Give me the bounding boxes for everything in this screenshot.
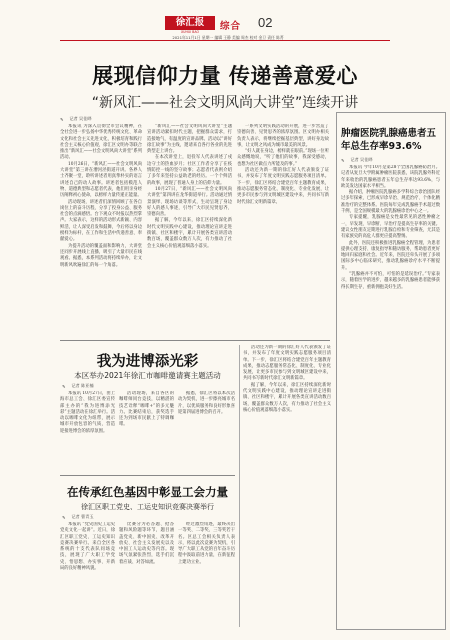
sidebar-title: 肿瘤医院乳腺癌患者五年总生存率93.6% (341, 128, 437, 152)
page-number: 02 (258, 15, 273, 30)
article2-col-2: 活动现场，来自各区的咖啡师同台竞技，以精湛的技艺诠释“咖啡+”的多元魅力。比赛结束后，获奖选手还为到场市民献上了特调咖啡。 (119, 391, 174, 428)
lead-byline: ✎ 记者 吴佳晔 (60, 116, 92, 122)
article2-col-3: 据悉，徐汇区将以本次活动为契机，进一步擦亮城市名片，以优质服务和良好形象喜迎第四届进博会的召开。 (178, 391, 235, 415)
article2-col-1: 本报讯 10月27日，由上海市总工会、徐汇区委宣传部主办的“我为进博添光彩”主题活动在徐汇举行。活动以咖啡文化为纽带，展示城市开放包容的气质，营造迎接进博会的浓厚氛围。 (60, 391, 115, 434)
column-divider (239, 345, 240, 627)
lead-article-col-3: 一系列文明实践活动的开展，进一步营造了崇德向善、见贤思齐的浓厚氛围。区文明办相关负责人表示，将继续挖掘基层典型，讲好身边故事，让文明之风成为城市最美的风景。 “好人就在身边，榜样就在眼前。”现场一位听众感慨地说，“听了他们的故事，我深受感动，也想为社区做点力所能及的事。” 活动还为新一期的徐汇好人代表颁发了证书，并发布了年度文明实践志愿服务项目清单。下一步，徐汇区将结合建党百年主题教育成果，推动志愿服务常态化、制度化、专业化发展，让更多市民参与到文明城区建设中来，共同书写新时代徐汇文明新篇章。 (237, 124, 329, 205)
article3-col-2: 比赛分为必答题、抢答题和风险题等环节，题目涵盖党史、新中国史、改革开放史、社会主义发展史以及中国工人运动史等内容。现场气氛紧张热烈，选手们沉着应战、对答如流。 (119, 522, 174, 565)
lead-subhead: “新风汇——社会文明风尚大讲堂”连续开讲 (91, 95, 359, 111)
article3-col-1: 本报讯 “党史国史工运史 党史文化一起讲”。近日，徐汇区职工党史、工运史知识竞赛决赛举行。来自全区各系统的十支代表队同场竞技，展现了广大职工学党史、悟思想、办实事、开新局的良好精神风貌。 (60, 522, 115, 572)
section-name: 综合 (220, 21, 242, 32)
newspaper-logo: 徐汇报 (165, 16, 215, 30)
article3-byline: ✎ 记者 曹青玉 (62, 514, 94, 520)
masthead-rule (60, 40, 390, 41)
pen-icon: ✎ (60, 117, 64, 122)
logo-pinyin: XUHUI BAO (180, 30, 200, 34)
lead-article-col-2: “新风汇——社会文明风尚大讲堂”主题宣讲活动紧扣时代主题，把握群众需求，打造接地气、有温度的宣讲品牌。活动以“讲好徐汇故事”为主线，邀请来自各行各业的先进典型走上讲台。 在本次讲堂上，退役军人代表讲述了戍边守土的热血岁月；社区工作者分享了在疫情防控一线的坚守故事；志愿者代表则介绍了多年来坚持公益助老的经历。一个个鲜活的故事，展现了普通人身上的信仰力量。 10月27日，“新风汇——社会文明风尚大讲堂”第四讲在龙华街道举行。活动通过情景演绎、现场访谈等形式，生动呈现了身边好人的感人事迹，引导广大市民见贤思齐、崇德向善。 据了解，今年以来，徐汇区持续深化新时代文明实践中心建设，推动理论宣讲走进街镇、社区和楼宇，累计开展各类宣讲活动数百场，覆盖群众数万人次，有力推动了社会主义核心价值观落细落小落实。 (147, 124, 232, 249)
pen-icon: ✎ (341, 158, 345, 163)
section-divider (60, 340, 330, 341)
article3-subhead: 徐汇区职工党史、工运史知识竞赛决赛举行 (81, 503, 214, 511)
article2-byline: ✎ 记者 陈亚楠 (62, 383, 94, 389)
issue-meta: 2021年11月1日 星期一 编辑 王静 美编 周杰 校对 金卫 责任 陈菁 (172, 35, 284, 40)
article3-col-3: 经过激烈角逐，最终决出一等奖、二等奖、三等奖若干名。区总工会相关负责人表示，将以此次竞赛为契机，引导广大职工从党的百年奋斗历程中汲取前进力量，在新征程上建功立业。 (178, 522, 235, 565)
lead-article-col-1: 本报讯 为深入贯彻全市会议精神，在全社会进一步弘扬中华优秀传统文化、革命文化和社会主义先进文化，积极培育和践行社会主义核心价值观，徐汇区文明办等联合推出“新风汇——社会文明风尚大讲堂”系列活动。 10月26日，“新风汇——社会文明风尚大讲堂”第三讲在漕河泾街道开讲。各界人士齐聚一堂，聆听讲述者用真挚朴实的语言讲述自己的动人故事。讲述者包括模范人物、道德典型和志愿者代表，他们用亲身经历阐释初心使命，以榜样力量传递正能量。 活动现场，讲述者们深情回顾了在各自岗位上的奋斗历程，分享了投身公益、服务社会的点滴感悟。台下观众不时报以热烈掌声。大家表示，这样的活动形式新颖、内容鲜活，让人深受启发和鼓舞，今后将以身边榜样为标杆，在工作和生活中传递善意、奉献爱心。 为提升活动的覆盖面和影响力，大讲堂还同步开展线上直播，吸引了大量市民在线观看。据悉，本系列活动将持续举办，让文明新风吹遍徐汇的每一个角落。 (60, 124, 142, 268)
pen-icon: ✎ (62, 515, 66, 520)
article-divider (60, 475, 235, 476)
sidebar-body: 本报讯 今年10月是第28个全国乳腺癌防治月。记者从复旦大学附属肿瘤医院获悉，该院乳腺外科近年来收治的乳腺癌患者五年总生存率达93.6%，与欧美发达国家水平相当。 据介绍，肿瘤医院乳腺癌多学科综合诊治团队经过多年探索，已形成早诊早治、规范治疗、个体化精准治疗的完整体系。医院每年完成乳腺癌手术超过数千例，是全国规模最大的乳腺癌诊治中心之一。 专家提醒，乳腺癌是女性最常见的恶性肿瘤之一，早发现、早诊断、早治疗是提高生存率的关键。建议女性朋友定期进行乳腺自检和专业筛查，尤其是有家族史的高危人群更应提高警惕。 此外，医院还积极推进乳腺癌全程管理，为患者提供心理支持、康复指导和随访服务，帮助患者更好地回归家庭和社会。近年来，医院还牵头开展了多项国际多中心临床研究，推动乳腺癌诊疗水平不断提升。 “乳腺癌并不可怕，可怕的是延误治疗。”专家表示，随着医学的进步，越来越多的乳腺癌患者能够获得长期生存，重新拥抱美好生活。 (341, 165, 440, 290)
lead-article-continuation: 活动还为新一期的徐汇好人代表颁发了证书，并发布了年度文明实践志愿服务项目清单。下一步，徐汇区将结合建党百年主题教育成果，推动志愿服务常态化、制度化、专业化发展，让更多市民参与到文明城区建设中来，共同书写新时代徐汇文明新篇章。 据了解，今年以来，徐汇区持续深化新时代文明实践中心建设，推动理论宣讲走进街镇、社区和楼宇，累计开展各类宣讲活动数百场，覆盖群众数万人次，有力推动了社会主义核心价值观落细落小落实。 (243, 345, 331, 413)
lead-headline: 展现信仰力量 传递善意爱心 (92, 64, 358, 88)
sidebar-byline: ✎ 记者 吴佳晔 (341, 157, 373, 163)
article2-headline: 我为进博添光彩 (96, 354, 199, 370)
article3-headline: 在传承红色基因中彰显工会力量 (67, 485, 228, 499)
pen-icon: ✎ (62, 384, 66, 389)
article2-subhead: 本区举办2021年徐汇市咖啡邀请赛主题活动 (74, 371, 221, 380)
